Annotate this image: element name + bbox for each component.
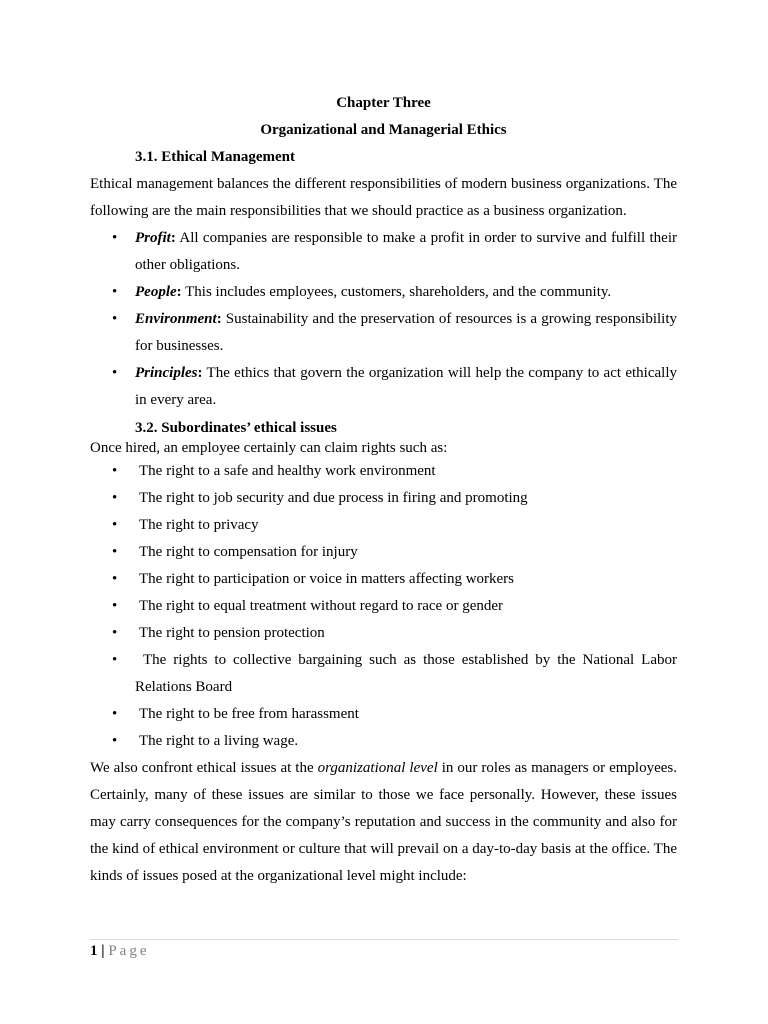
bullet-icon: • (112, 463, 118, 479)
list-item (112, 647, 677, 701)
section-3-2-intro: Once hired, an employee certainly can claim rights such as: (90, 440, 448, 456)
list-item-text: This includes employees, customers, shareholders, and the community. (181, 284, 612, 300)
list-item (112, 701, 677, 728)
bullet-icon: • (112, 598, 118, 614)
list-item-text: The right to privacy (139, 517, 259, 533)
list-item-term: Principles (135, 365, 198, 381)
list-item-text: All companies are responsible to make a profit in order to survive and fulfill their other obligations. (135, 230, 677, 273)
list-item-text: The rights to collective bargaining such as those established by the National Labor Relations Board (135, 652, 677, 695)
bullet-icon: • (112, 230, 118, 246)
list-item-text: The right to a living wage. (139, 733, 299, 749)
chapter-heading: Chapter Three (336, 95, 431, 111)
bullet-icon: • (112, 490, 118, 506)
bullet-icon: • (112, 544, 118, 560)
bullet-icon: • (112, 311, 118, 327)
page-label: Page (108, 943, 150, 959)
section-heading-3-2: 3.2. Subordinates’ ethical issues (135, 420, 337, 436)
list-item: • Principles: The ethics that govern the organization will help the company to act ethically in every area. (135, 360, 677, 414)
bullet-icon: • (112, 733, 118, 749)
list-item-term: Profit (135, 230, 171, 246)
list-item (112, 512, 677, 539)
closing-text-start: We also confront ethical issues at the (90, 760, 318, 776)
list-item (112, 485, 677, 512)
closing-text-end: in our roles as managers or employees. Certainly, many of these issues are similar to those we face personally. However, these issues may carry consequences for the company’s reputation and success in the community and also for the kind of ethical environment or culture that will prevail on a day-to-day basis at the office. The kinds of issues posed at the organizational level might include: (90, 760, 677, 884)
footer-separator: | (97, 943, 109, 959)
list-item-term: People (135, 284, 177, 300)
list-item (112, 728, 677, 755)
list-item-text: The right to compensation for injury (139, 544, 358, 560)
bullet-icon: • (112, 652, 118, 668)
list-item (112, 593, 677, 620)
chapter-title: Organizational and Managerial Ethics (260, 122, 507, 138)
list-item: • Profit: All companies are responsible to make a profit in order to survive and fulfill their other obligations. (135, 225, 677, 279)
list-item-text: The right to pension protection (139, 625, 325, 641)
page-footer (90, 939, 678, 960)
closing-paragraph (90, 755, 677, 890)
list-item-term: Environment (135, 311, 217, 327)
document-page (90, 90, 677, 890)
bullet-icon: • (112, 571, 118, 587)
bullet-icon: • (112, 365, 118, 381)
section-heading-3-1: 3.1. Ethical Management (135, 149, 295, 165)
list-item-text: The right to job security and due process in firing and promoting (139, 490, 528, 506)
list-item: • Environment: Sustainability and the preservation of resources is a growing responsibility for businesses. (135, 306, 677, 360)
responsibilities-list (90, 225, 677, 414)
bullet-icon: • (112, 625, 118, 641)
closing-emphasis: organizational level (317, 760, 438, 776)
bullet-icon: • (112, 706, 118, 722)
list-item: • People: This includes employees, customers, shareholders, and the community. (135, 279, 677, 306)
bullet-icon: • (112, 517, 118, 533)
list-item (112, 539, 677, 566)
list-item-text: Sustainability and the preservation of resources is a growing responsibility for businesses. (135, 311, 677, 354)
section-3-1-intro: Ethical management balances the different responsibilities of modern business organizations. The following are the main responsibilities that we should practice as a business organization. (90, 176, 677, 219)
list-item-text: The right to be free from harassment (139, 706, 359, 722)
list-item (112, 566, 677, 593)
list-item-text: The right to participation or voice in matters affecting workers (139, 571, 515, 587)
list-item (112, 620, 677, 647)
list-item-text: The ethics that govern the organization will help the company to act ethically in every area. (135, 365, 677, 408)
list-item-text: The right to a safe and healthy work environment (139, 463, 436, 479)
list-item (112, 458, 677, 485)
bullet-icon: • (112, 284, 118, 300)
page-number: 1 (90, 943, 98, 959)
rights-list (90, 458, 677, 755)
list-item-text: The right to equal treatment without regard to race or gender (139, 598, 504, 614)
